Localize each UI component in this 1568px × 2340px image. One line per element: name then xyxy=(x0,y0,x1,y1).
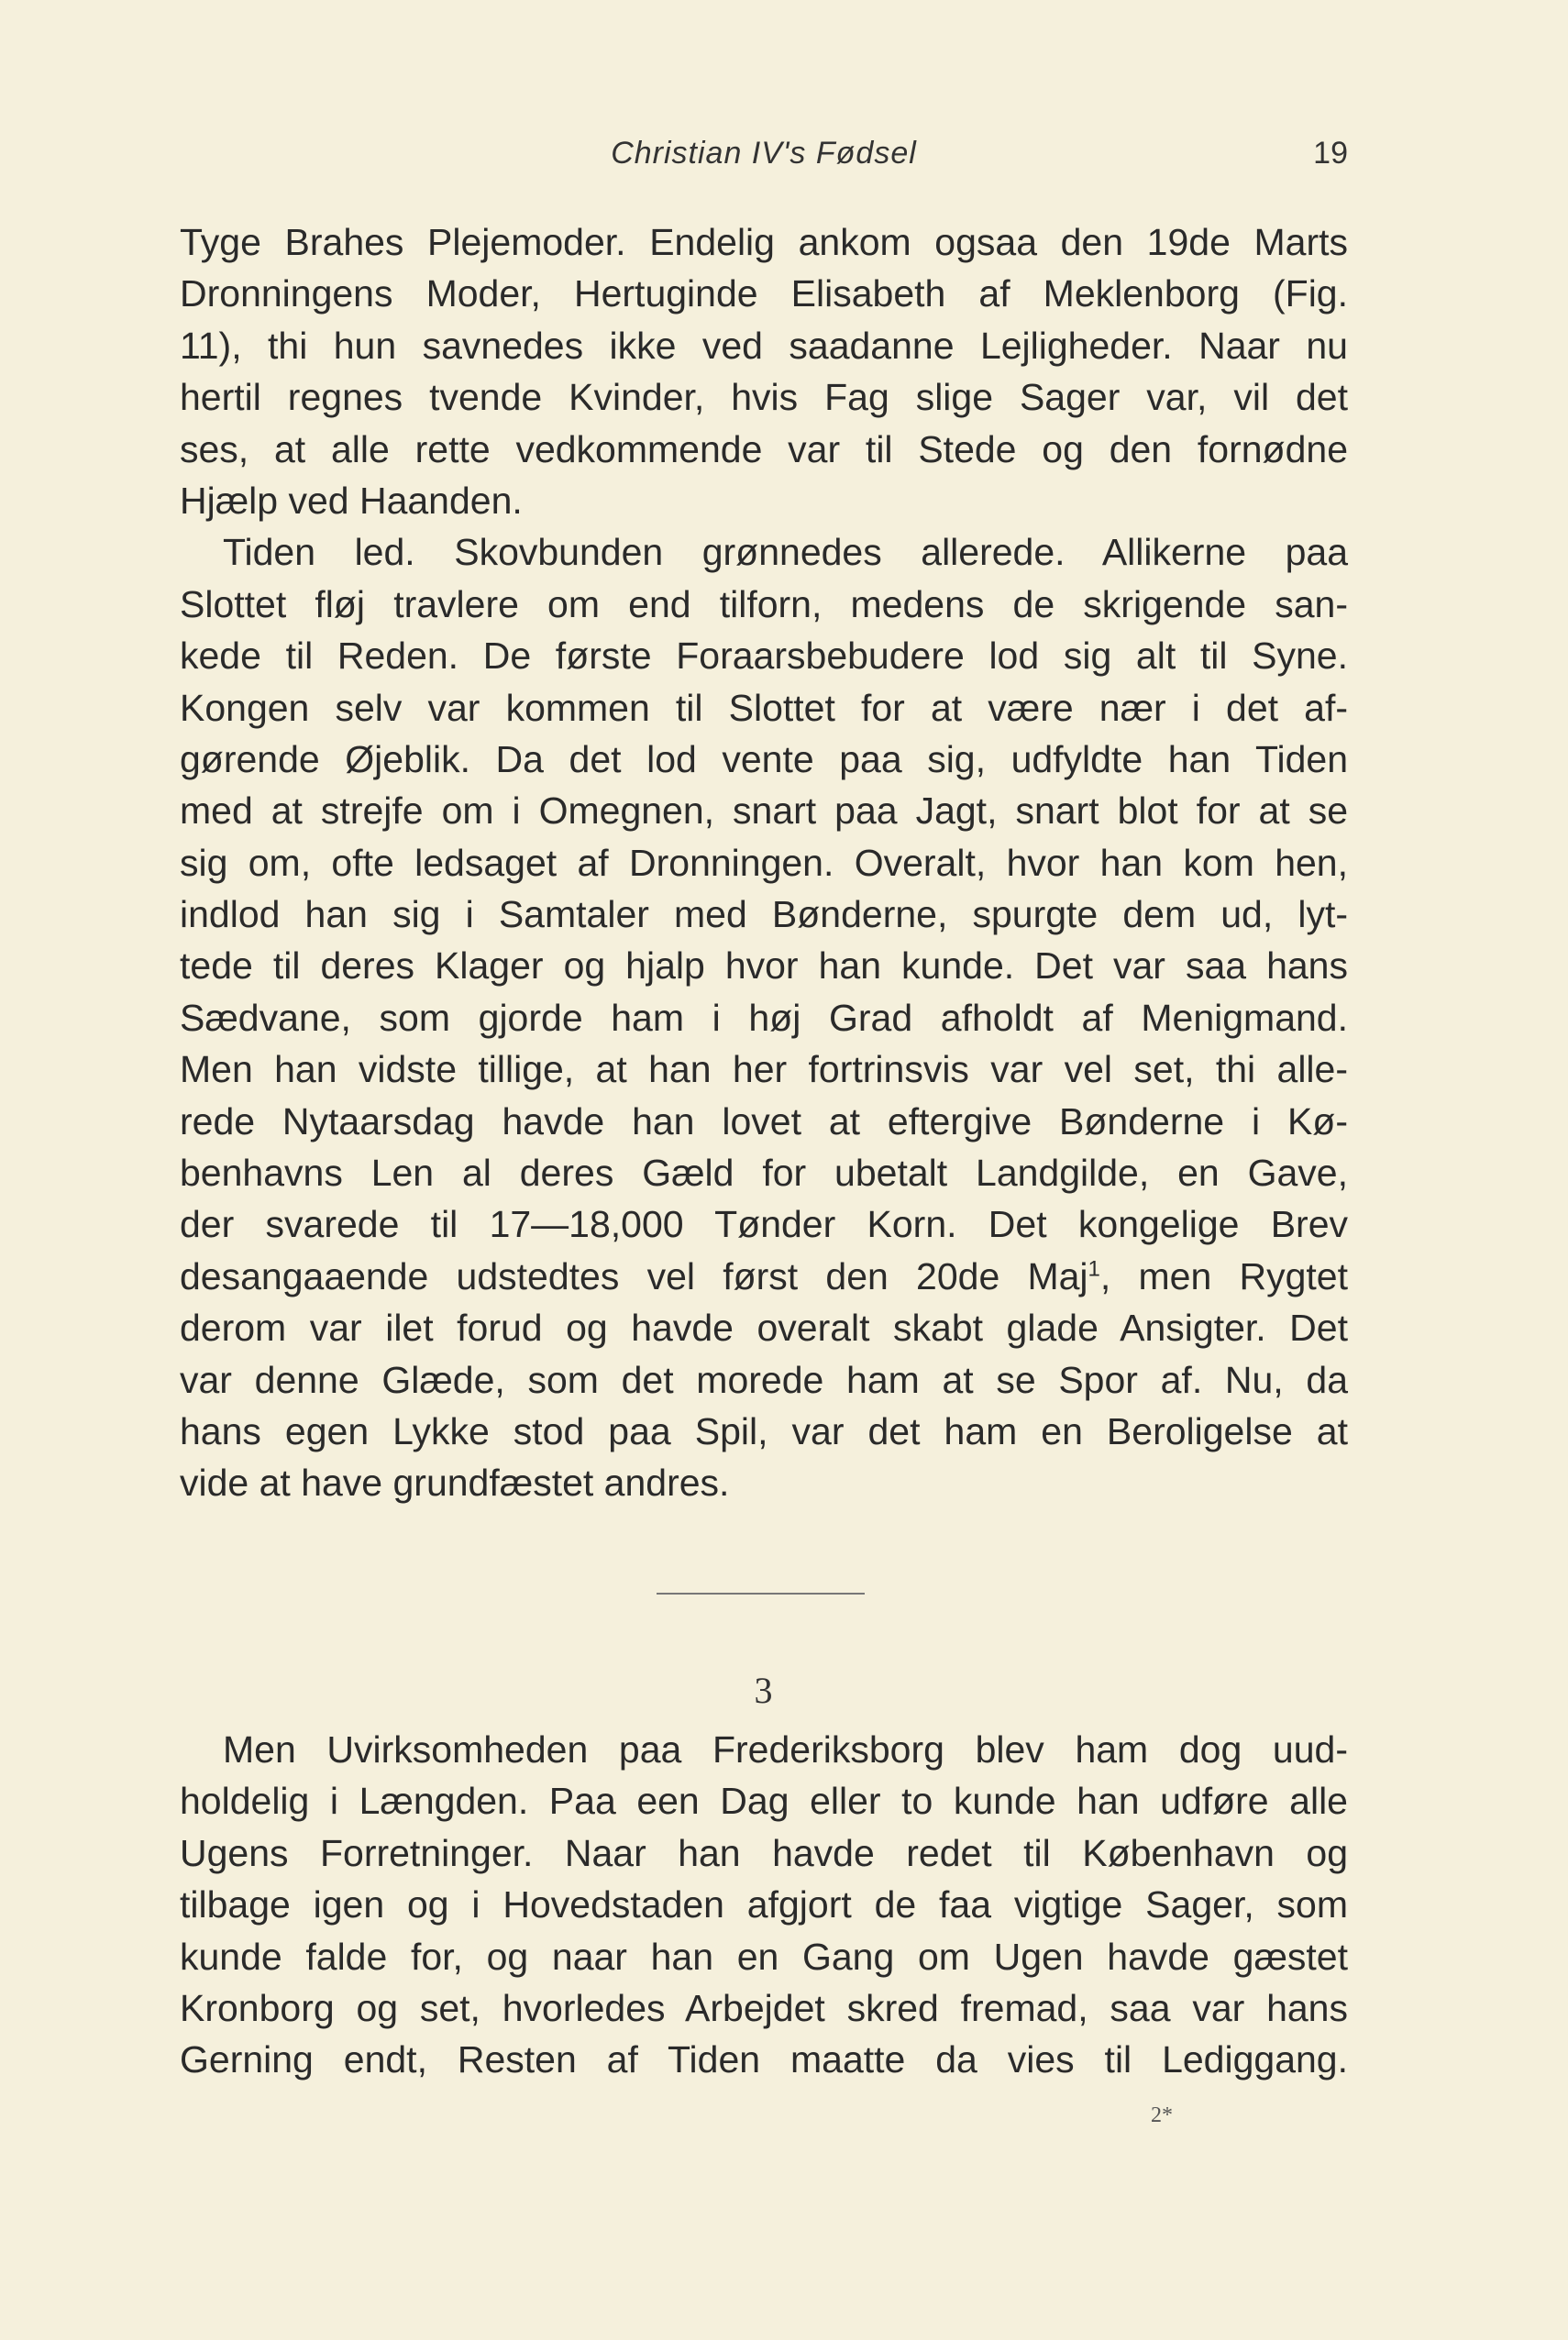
text-line: var denne Glæde, som det morede ham at se Spor af. Nu, da xyxy=(180,1358,1348,1401)
text-line: hans egen Lykke stod paa Spil, var det ham en Beroligelse at xyxy=(180,1409,1348,1452)
text-line: vide at have grundfæstet andres. xyxy=(180,1462,730,1505)
section-number: 3 xyxy=(754,1670,773,1711)
text-line: Ugens Forretninger. Naar han havde redet til København og xyxy=(180,1831,1348,1874)
text-line: Sædvane, som gjorde ham i høj Grad afholdt af Menigmand. xyxy=(180,996,1348,1039)
main-text xyxy=(180,216,1348,1509)
text-line: 11), thi hun savnedes ikke ved saadanne Lejligheder. Naar nu xyxy=(180,324,1348,367)
text-line: indlod han sig i Samtaler med Bønderne, spurgte dem ud, lyt- xyxy=(180,893,1348,936)
text-line: hertil regnes tvende Kvinder, hvis Fag slige Sager var, vil det xyxy=(180,376,1348,419)
text-segment: desangaaende udstedtes vel først den 20de Maj xyxy=(180,1254,1088,1297)
text-line: kunde falde for, og naar han en Gang om Ugen havde gæstet xyxy=(180,1935,1348,1978)
signature-mark: 2* xyxy=(1151,2103,1173,2127)
text-line: Slottet fløj travlere om end tilforn, medens de skrigende san- xyxy=(180,582,1348,625)
text-line: Kronborg og set, hvorledes Arbejdet skred fremad, saa var hans xyxy=(180,1986,1348,2029)
text-line: tilbage igen og i Hovedstaden afgjort de faa vigtige Sager, som xyxy=(180,1883,1348,1926)
text-line: Tyge Brahes Plejemoder. Endelig ankom ogsaa den 19de Marts xyxy=(180,221,1348,263)
text-line: kede til Reden. De første Foraarsbebudere lod sig alt til Syne. xyxy=(180,635,1348,678)
text-line: sig om, ofte ledsaget af Dronningen. Overalt, hvor han kom hen, xyxy=(180,841,1348,884)
text-line: tede til deres Klager og hjalp hvor han kunde. Det var saa hans xyxy=(180,944,1348,988)
text-line: rede Nytaarsdag havde han lovet at eftergive Bønderne i Kø- xyxy=(180,1099,1348,1142)
section-divider xyxy=(657,1593,865,1595)
section-text xyxy=(180,1724,1348,2086)
text-line: Hjælp ved Haanden. xyxy=(180,479,523,522)
text-line: Kongen selv var kommen til Slottet for at være nær i det af- xyxy=(180,686,1348,729)
text-line-with-footnote xyxy=(180,1251,1348,1302)
text-segment: , men Rygtet xyxy=(1099,1254,1348,1297)
text-line: med at strejfe om i Omegnen, snart paa Jagt, snart blot for at se xyxy=(180,789,1348,833)
text-line: Men han vidste tillige, at han her fortrinsvis var vel set, thi alle- xyxy=(180,1048,1348,1091)
text-line: gørende Øjeblik. Da det lod vente paa sig, udfyldte han Tiden xyxy=(180,737,1348,780)
running-title: Christian IV's Fødsel xyxy=(611,136,917,171)
text-line: holdelig i Længden. Paa een Dag eller to kunde han udføre alle xyxy=(180,1780,1348,1823)
page-number: 19 xyxy=(1313,136,1348,171)
text-line: Tiden led. Skovbunden grønnedes allerede. Allikerne paa xyxy=(223,531,1348,574)
text-line: der svarede til 17—18,000 Tønder Korn. Det kongelige Brev xyxy=(180,1203,1348,1246)
text-line: Dronningens Moder, Hertuginde Elisabeth af Meklenborg (Fig. xyxy=(180,272,1348,315)
running-header xyxy=(180,136,1348,182)
text-line: ses, at alle rette vedkommende var til Stede og den fornødne xyxy=(180,427,1348,470)
text-line: Gerning endt, Resten af Tiden maatte da vies til Lediggang. xyxy=(180,2038,1348,2081)
text-line: benhavns Len al deres Gæld for ubetalt Landgilde, en Gave, xyxy=(180,1152,1348,1195)
text-line: derom var ilet forud og havde overalt skabt glade Ansigter. Det xyxy=(180,1307,1348,1350)
text-line: Men Uvirksomheden paa Frederiksborg blev ham dog uud- xyxy=(223,1728,1348,1771)
footnote-marker: 1 xyxy=(1088,1256,1100,1282)
